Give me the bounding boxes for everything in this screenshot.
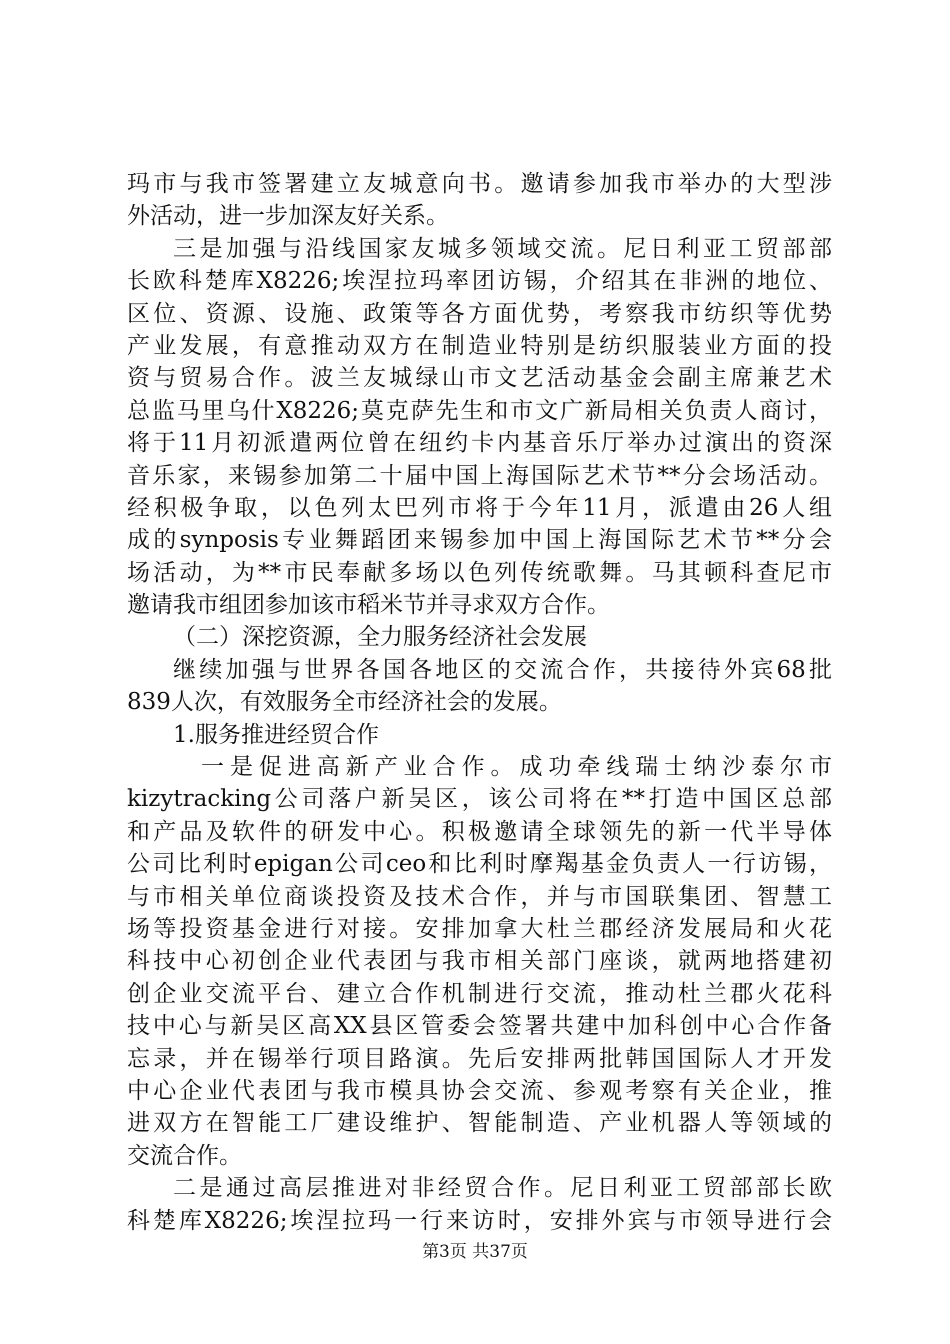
text-line: 一是促进高新产业合作。成功牵线瑞士纳沙泰尔市	[201, 754, 832, 781]
text-line: 公司比利时epigan公司ceo和比利时摩羯基金负责人一行访锡，	[127, 851, 832, 878]
text-line: 资与贸易合作。波兰友城绿山市文艺活动基金会副主席兼艺术	[127, 365, 832, 392]
text-line: 与市相关单位商谈投资及技术合作，并与市国联集团、智慧工	[127, 883, 832, 910]
text-line: 1.服务推进经贸合作	[173, 721, 379, 748]
text-line: 进双方在智能工厂建设维护、智能制造、产业机器人等领域的	[127, 1110, 832, 1137]
text-line: 玛市与我市签署建立友城意向书。邀请参加我市举办的大型涉	[127, 171, 832, 197]
text-line: 中心企业代表团与我市模具协会交流、参观考察有关企业，推	[127, 1077, 832, 1104]
text-line: kizytracking公司落户新吴区，该公司将在**打造中国区总部	[127, 786, 832, 813]
page-footer: 第3页 共37页	[422, 1242, 528, 1262]
text-line: 交流合作。	[127, 1142, 242, 1169]
text-line: 邀请我市组团参加该市稻米节并寻求双方合作。	[127, 592, 610, 619]
text-line: 技中心与新吴区高XX县区管委会签署共建中加科创中心合作备	[127, 1013, 832, 1040]
text-line: 外活动，进一步加深友好关系。	[127, 203, 449, 230]
text-line: 三是加强与沿线国家友城多领域交流。尼日利亚工贸部部	[173, 235, 832, 262]
text-line: （二）深挖资源，全力服务经济社会发展	[173, 624, 587, 651]
text-line: 音乐家，来锡参加第二十届中国上海国际艺术节**分会场活动。	[127, 462, 832, 489]
text-line: 成的synposis专业舞蹈团来锡参加中国上海国际艺术节**分会	[127, 527, 832, 554]
text-line: 科技中心初创企业代表团与我市相关部门座谈，就两地搭建初	[127, 948, 832, 975]
text-line: 场活动，为**市民奉献多场以色列传统歌舞。马其顿科查尼市	[127, 559, 832, 586]
text-line: 产业发展，有意推动双方在制造业特别是纺织服装业方面的投	[127, 332, 832, 359]
text-line: 839人次，有效服务全市经济社会的发展。	[127, 689, 562, 716]
text-line: 将于11月初派遣两位曾在纽约卡内基音乐厅举办过演出的资深	[127, 430, 832, 457]
text-line: 科楚库X8226;埃涅拉玛一行来访时，安排外宾与市领导进行会	[127, 1207, 832, 1234]
text-line: 二是通过高层推进对非经贸合作。尼日利亚工贸部部长欧	[173, 1175, 832, 1202]
text-line: 忘录，并在锡举行项目路演。先后安排两批韩国国际人才开发	[127, 1045, 832, 1072]
text-line: 经积极争取，以色列太巴列市将于今年11月，派遣由26人组	[127, 494, 832, 521]
text-line: 长欧科楚库X8226;埃涅拉玛率团访锡，介绍其在非洲的地位、	[127, 268, 832, 295]
text-line: 区位、资源、设施、政策等各方面优势，考察我市纺织等优势	[127, 300, 832, 327]
text-line: 和产品及软件的研发中心。积极邀请全球领先的新一代半导体	[127, 818, 832, 845]
text-line: 创企业交流平台、建立合作机制进行交流，推动杜兰郡火花科	[127, 980, 832, 1007]
text-line: 总监马里乌什X8226;莫克萨先生和市文广新局相关负责人商讨，	[127, 397, 832, 424]
document-body	[127, 168, 832, 1237]
text-line: 继续加强与世界各国各地区的交流合作，共接待外宾68批	[173, 656, 832, 683]
text-line: 场等投资基金进行对接。安排加拿大杜兰郡经济发展局和火花	[127, 915, 832, 942]
